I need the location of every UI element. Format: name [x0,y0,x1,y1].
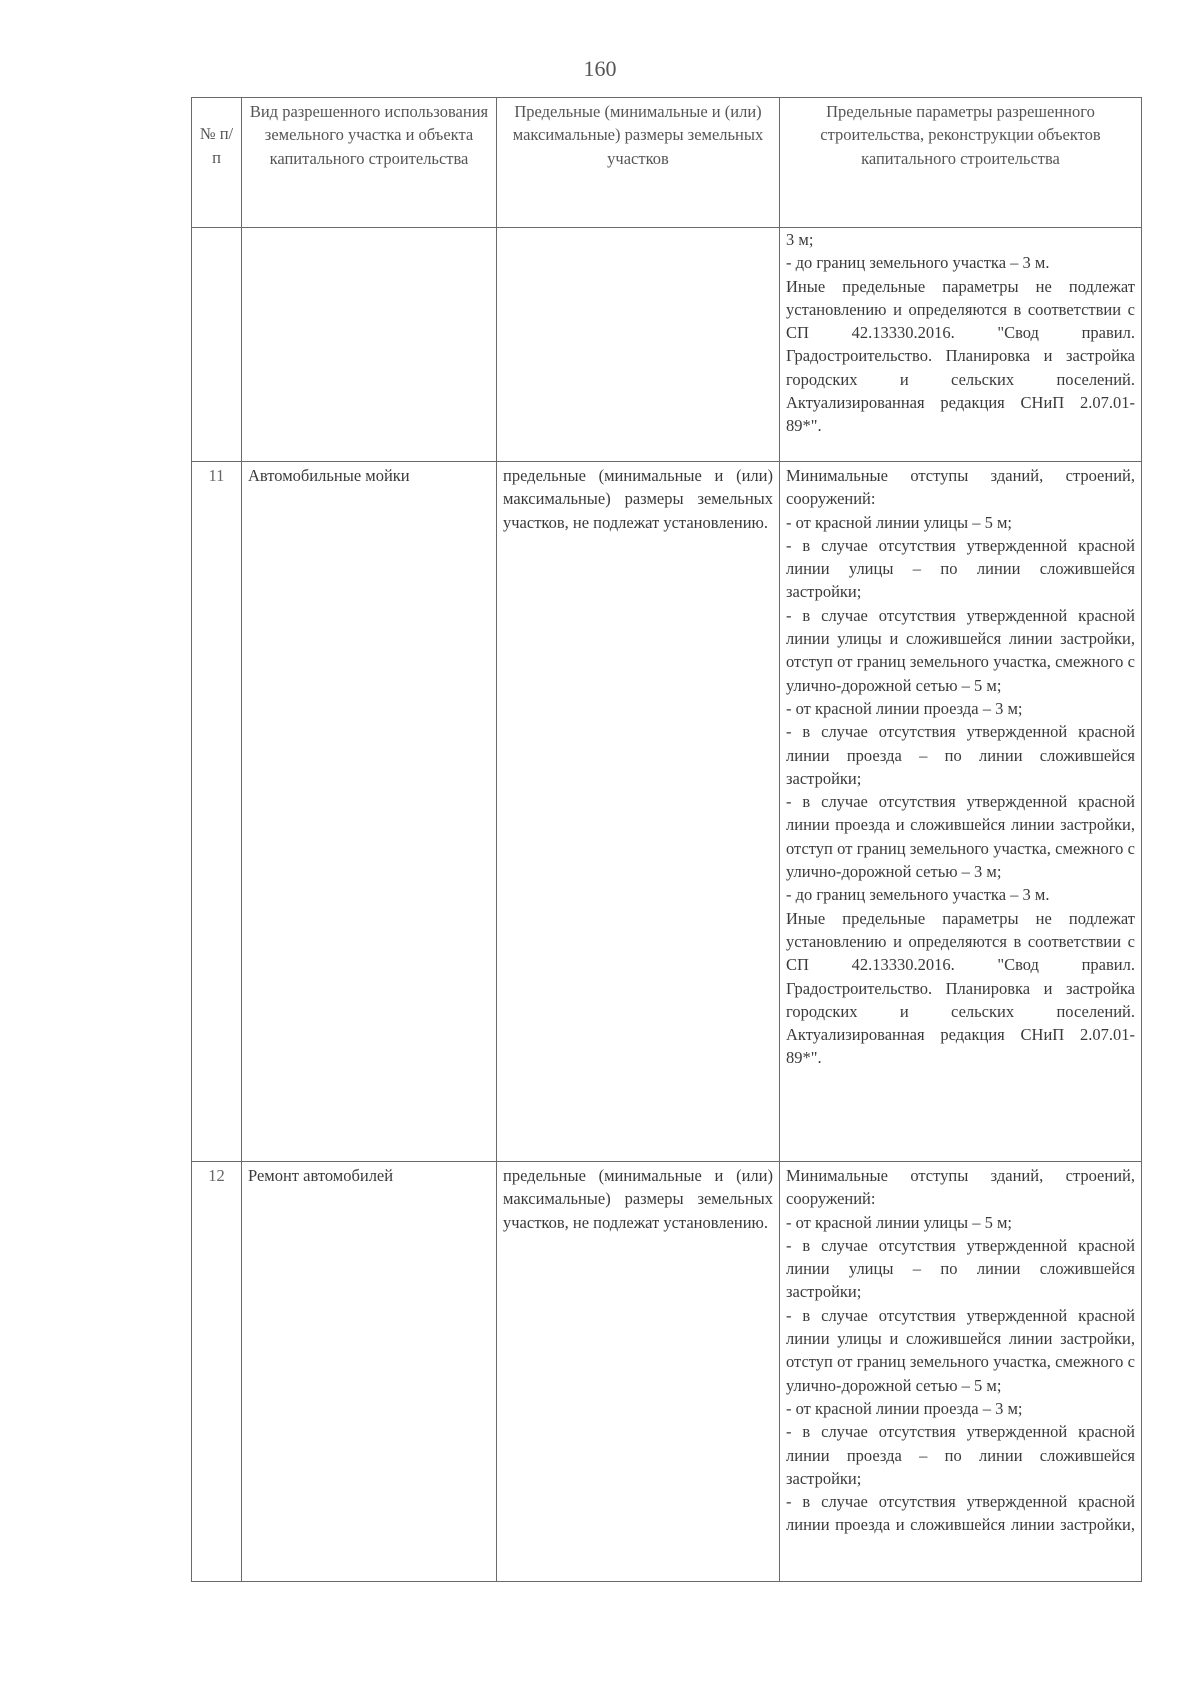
header-build-params: Предельные параметры разрешенного строительства, реконструкции объектов капитального строительства [780,98,1142,228]
param-line: - в случае отсутствия утвержденной красной линии проезда – по линии сложившейся застройки; [786,722,1135,788]
header-plot-sizes: Предельные (минимальные и (или) максимальные) размеры земельных участков [497,98,780,228]
row-plot-sizes [497,228,780,462]
table-header-row [192,98,1142,228]
row-use-type: Ремонт автомобилей [242,1162,497,1582]
param-line: 3 м; [786,230,814,249]
page-number: 160 [583,56,617,81]
table-row [192,1162,1142,1582]
param-line: - в случае отсутствия утвержденной красной линии улицы и сложившейся линии застройки, отступ от границ земельного участка, смежного с улично-дорожной сетью – 5 м; [786,605,1135,695]
param-line: - в случае отсутствия утвержденной красной линии проезда и сложившейся линии застройки, отступ от границ земельного участка, смежного с улично-дорожной сетью – 3 м; [786,792,1135,882]
row-number [192,228,242,462]
row-build-params [780,228,1142,462]
param-line: - от красной линии улицы – 5 м; [786,512,1013,532]
param-line: - в случае отсутствия утвержденной красной линии проезда и сложившейся линии застройки, [786,1492,1135,1535]
header-number: № п/п [192,98,242,228]
row-number: 11 [192,462,242,1162]
table-row [192,228,1142,462]
param-line: Иные предельные параметры не подлежат установлению и определяются в соответствии с СП 42.13330.2016. "Свод правил. Градостроительство. Планировка и застройка городских и сельских поселений. Актуализированная редакция СНиП 2.07.01-89*". [786,276,1135,436]
row-use-type [242,228,497,462]
param-line: - от красной линии проезда – 3 м; [786,1398,1023,1418]
param-line: - от красной линии проезда – 3 м; [786,698,1023,718]
row-build-params [780,462,1142,1162]
param-line: Минимальные отступы зданий, строений, сооружений: [786,1166,1135,1209]
param-line: - до границ земельного участка – 3 м. [786,885,1050,905]
param-line: Иные предельные параметры не подлежат установлению и определяются в соответствии с СП 42.13330.2016. "Свод правил. Градостроительство. Планировка и застройка городских и сельских поселений. Актуализированная редакция СНиП 2.07.01-89*". [786,908,1135,1068]
param-line: Минимальные отступы зданий, строений, сооружений: [786,466,1135,509]
row-plot-sizes: предельные (минимальные и (или) максимальные) размеры земельных участков, не подлежат установлению. [497,462,780,1162]
param-line: - в случае отсутствия утвержденной красной линии улицы и сложившейся линии застройки, отступ от границ земельного участка, смежного с улично-дорожной сетью – 5 м; [786,1305,1135,1395]
param-line: - от красной линии улицы – 5 м; [786,1212,1013,1232]
param-line: - в случае отсутствия утвержденной красной линии улицы – по линии сложившейся застройки; [786,1235,1135,1302]
regulations-table [191,97,1142,1582]
param-line: - в случае отсутствия утвержденной красной линии проезда – по линии сложившейся застройки; [786,1422,1135,1488]
param-line: - до границ земельного участка – 3 м. [786,253,1050,273]
row-plot-sizes: предельные (минимальные и (или) максимальные) размеры земельных участков, не подлежат установлению. [497,1162,780,1582]
param-line: - в случае отсутствия утвержденной красной линии улицы – по линии сложившейся застройки; [786,535,1135,602]
table-row [192,462,1142,1162]
row-number: 12 [192,1162,242,1582]
header-use-type: Вид разрешенного использования земельного участка и объекта капитального строительства [242,98,497,228]
row-build-params [780,1162,1142,1582]
row-use-type: Автомобильные мойки [242,462,497,1162]
